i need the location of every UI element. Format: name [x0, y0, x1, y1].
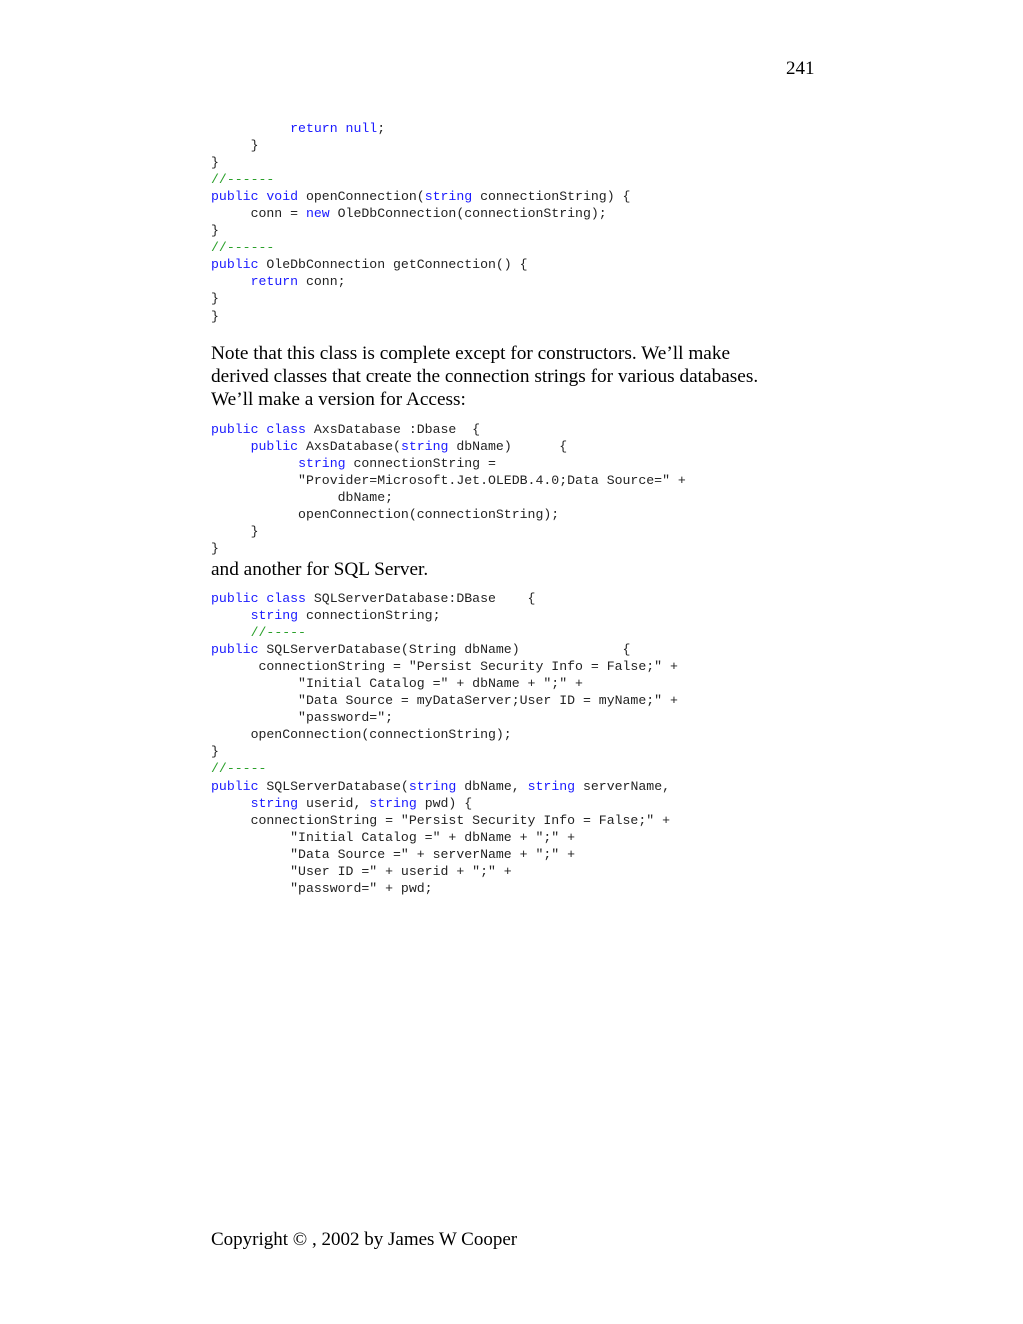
code-comment: //-----	[250, 625, 306, 641]
code-comment: //------	[211, 172, 275, 188]
code-keyword: public void	[211, 189, 299, 205]
page-number: 241	[786, 58, 815, 79]
code-keyword: return	[250, 274, 299, 290]
code-text: connectionString = "Persist Security Info = False;" +	[211, 812, 670, 828]
code-text: }	[211, 308, 219, 324]
code-text: }	[211, 155, 219, 171]
code-text: serverName,	[575, 778, 671, 794]
code-text: connectionString =	[345, 456, 496, 472]
code-keyword: return null	[290, 121, 378, 136]
code-line	[211, 846, 678, 863]
code-text: "Data Source = myDataServer;User ID = myName;" +	[211, 693, 678, 709]
paragraph-2	[211, 558, 428, 581]
code-text: OleDbConnection getConnection() {	[258, 257, 528, 273]
code-text: openConnection(connectionString);	[211, 507, 560, 523]
code-text: AxsDatabase(	[298, 439, 401, 455]
code-line	[211, 778, 678, 795]
code-keyword: public class	[211, 422, 306, 437]
code-text: "password=";	[211, 710, 394, 726]
code-comment: //-----	[211, 761, 267, 777]
code-line	[211, 120, 630, 137]
code-text: }	[211, 744, 219, 760]
code-line	[211, 472, 686, 489]
code-line	[211, 760, 678, 777]
code-block-3	[211, 590, 678, 897]
paragraph-line: We’ll make a version for Access:	[211, 389, 466, 410]
code-line	[211, 455, 686, 472]
code-keyword: string	[400, 439, 449, 455]
code-keyword: public	[250, 439, 299, 455]
code-text: AxsDatabase :Dbase {	[305, 422, 481, 437]
code-text: dbName) {	[448, 439, 568, 455]
code-keyword: string	[298, 456, 346, 472]
code-line	[211, 421, 686, 438]
code-line	[211, 239, 630, 256]
code-keyword: string	[250, 795, 299, 811]
code-text: OleDbConnection(connectionString);	[329, 206, 607, 222]
code-text: dbName;	[211, 490, 394, 506]
code-keyword: string	[408, 778, 457, 794]
code-text: }	[211, 524, 259, 540]
code-text: connectionString = "Persist Security Info = False;" +	[211, 659, 678, 675]
code-line	[211, 171, 630, 188]
code-line	[211, 829, 678, 846]
code-text: SQLServerDatabase(String dbName) {	[258, 642, 631, 658]
code-line	[211, 641, 678, 658]
code-line	[211, 624, 678, 641]
code-line	[211, 726, 678, 743]
code-text: ;	[377, 121, 386, 136]
code-text	[211, 274, 251, 289]
code-line	[211, 154, 630, 171]
code-keyword: public	[211, 257, 259, 273]
code-text: "Data Source =" + serverName + ";" +	[211, 846, 576, 862]
code-text: userid,	[298, 795, 370, 811]
code-text: openConnection(	[298, 189, 425, 205]
code-text	[211, 121, 290, 136]
paragraph-line: Note that this class is complete except for constructors. We’ll make	[211, 343, 731, 364]
code-line	[211, 256, 630, 273]
code-text: "password=" + pwd;	[211, 880, 433, 896]
paragraph-line: derived classes that create the connection strings for various databases.	[211, 366, 759, 387]
code-line	[211, 308, 630, 325]
code-text: conn =	[211, 206, 306, 222]
code-text: }	[211, 291, 219, 307]
code-keyword: string	[250, 608, 299, 624]
code-line	[211, 205, 630, 222]
code-keyword: string	[527, 778, 576, 794]
code-line	[211, 273, 630, 290]
code-text: conn;	[298, 274, 346, 290]
code-text: }	[211, 223, 219, 239]
code-text: "User ID =" + userid + ";" +	[211, 863, 512, 879]
code-block-1	[211, 120, 630, 325]
code-keyword: string	[424, 189, 473, 205]
code-comment: //------	[211, 240, 275, 256]
code-line	[211, 489, 686, 506]
code-text	[211, 625, 251, 640]
code-line	[211, 743, 678, 760]
code-line	[211, 658, 678, 675]
code-line	[211, 812, 678, 829]
code-text: SQLServerDatabase:DBase {	[305, 591, 536, 606]
copyright-footer: Copyright © , 2002 by James W Cooper	[211, 1229, 518, 1250]
code-line	[211, 795, 678, 812]
code-block-2	[211, 421, 686, 557]
code-keyword: public class	[211, 591, 306, 606]
code-line	[211, 675, 678, 692]
code-line	[211, 880, 678, 897]
code-line	[211, 692, 678, 709]
code-text	[211, 796, 251, 811]
code-text: SQLServerDatabase(	[258, 778, 409, 794]
code-line	[211, 137, 630, 154]
code-line	[211, 590, 678, 607]
code-keyword: new	[305, 206, 330, 222]
code-text: pwd) {	[416, 795, 473, 811]
code-text: "Initial Catalog =" + dbName + ";" +	[211, 829, 576, 845]
code-text: dbName,	[456, 778, 528, 794]
code-text: connectionString;	[298, 608, 441, 624]
code-line	[211, 290, 630, 307]
code-keyword: string	[369, 795, 417, 811]
paragraph-1	[211, 342, 758, 411]
code-text	[211, 439, 251, 454]
code-text	[211, 608, 251, 623]
code-text: "Provider=Microsoft.Jet.OLEDB.4.0;Data Source=" +	[211, 473, 686, 489]
code-line	[211, 863, 678, 880]
code-text	[211, 456, 298, 471]
code-text: }	[211, 541, 219, 557]
code-text: "Initial Catalog =" + dbName + ";" +	[211, 676, 583, 692]
code-line	[211, 188, 630, 205]
code-text: openConnection(connectionString);	[211, 727, 512, 743]
code-line	[211, 506, 686, 523]
code-line	[211, 438, 686, 455]
code-line	[211, 540, 686, 557]
code-line	[211, 523, 686, 540]
code-line	[211, 222, 630, 239]
code-line	[211, 709, 678, 726]
code-keyword: public	[211, 642, 259, 658]
code-line	[211, 607, 678, 624]
code-keyword: public	[211, 778, 259, 794]
code-text: }	[211, 138, 259, 154]
code-text: connectionString) {	[472, 189, 631, 205]
paragraph-line: and another for SQL Server.	[211, 559, 429, 580]
